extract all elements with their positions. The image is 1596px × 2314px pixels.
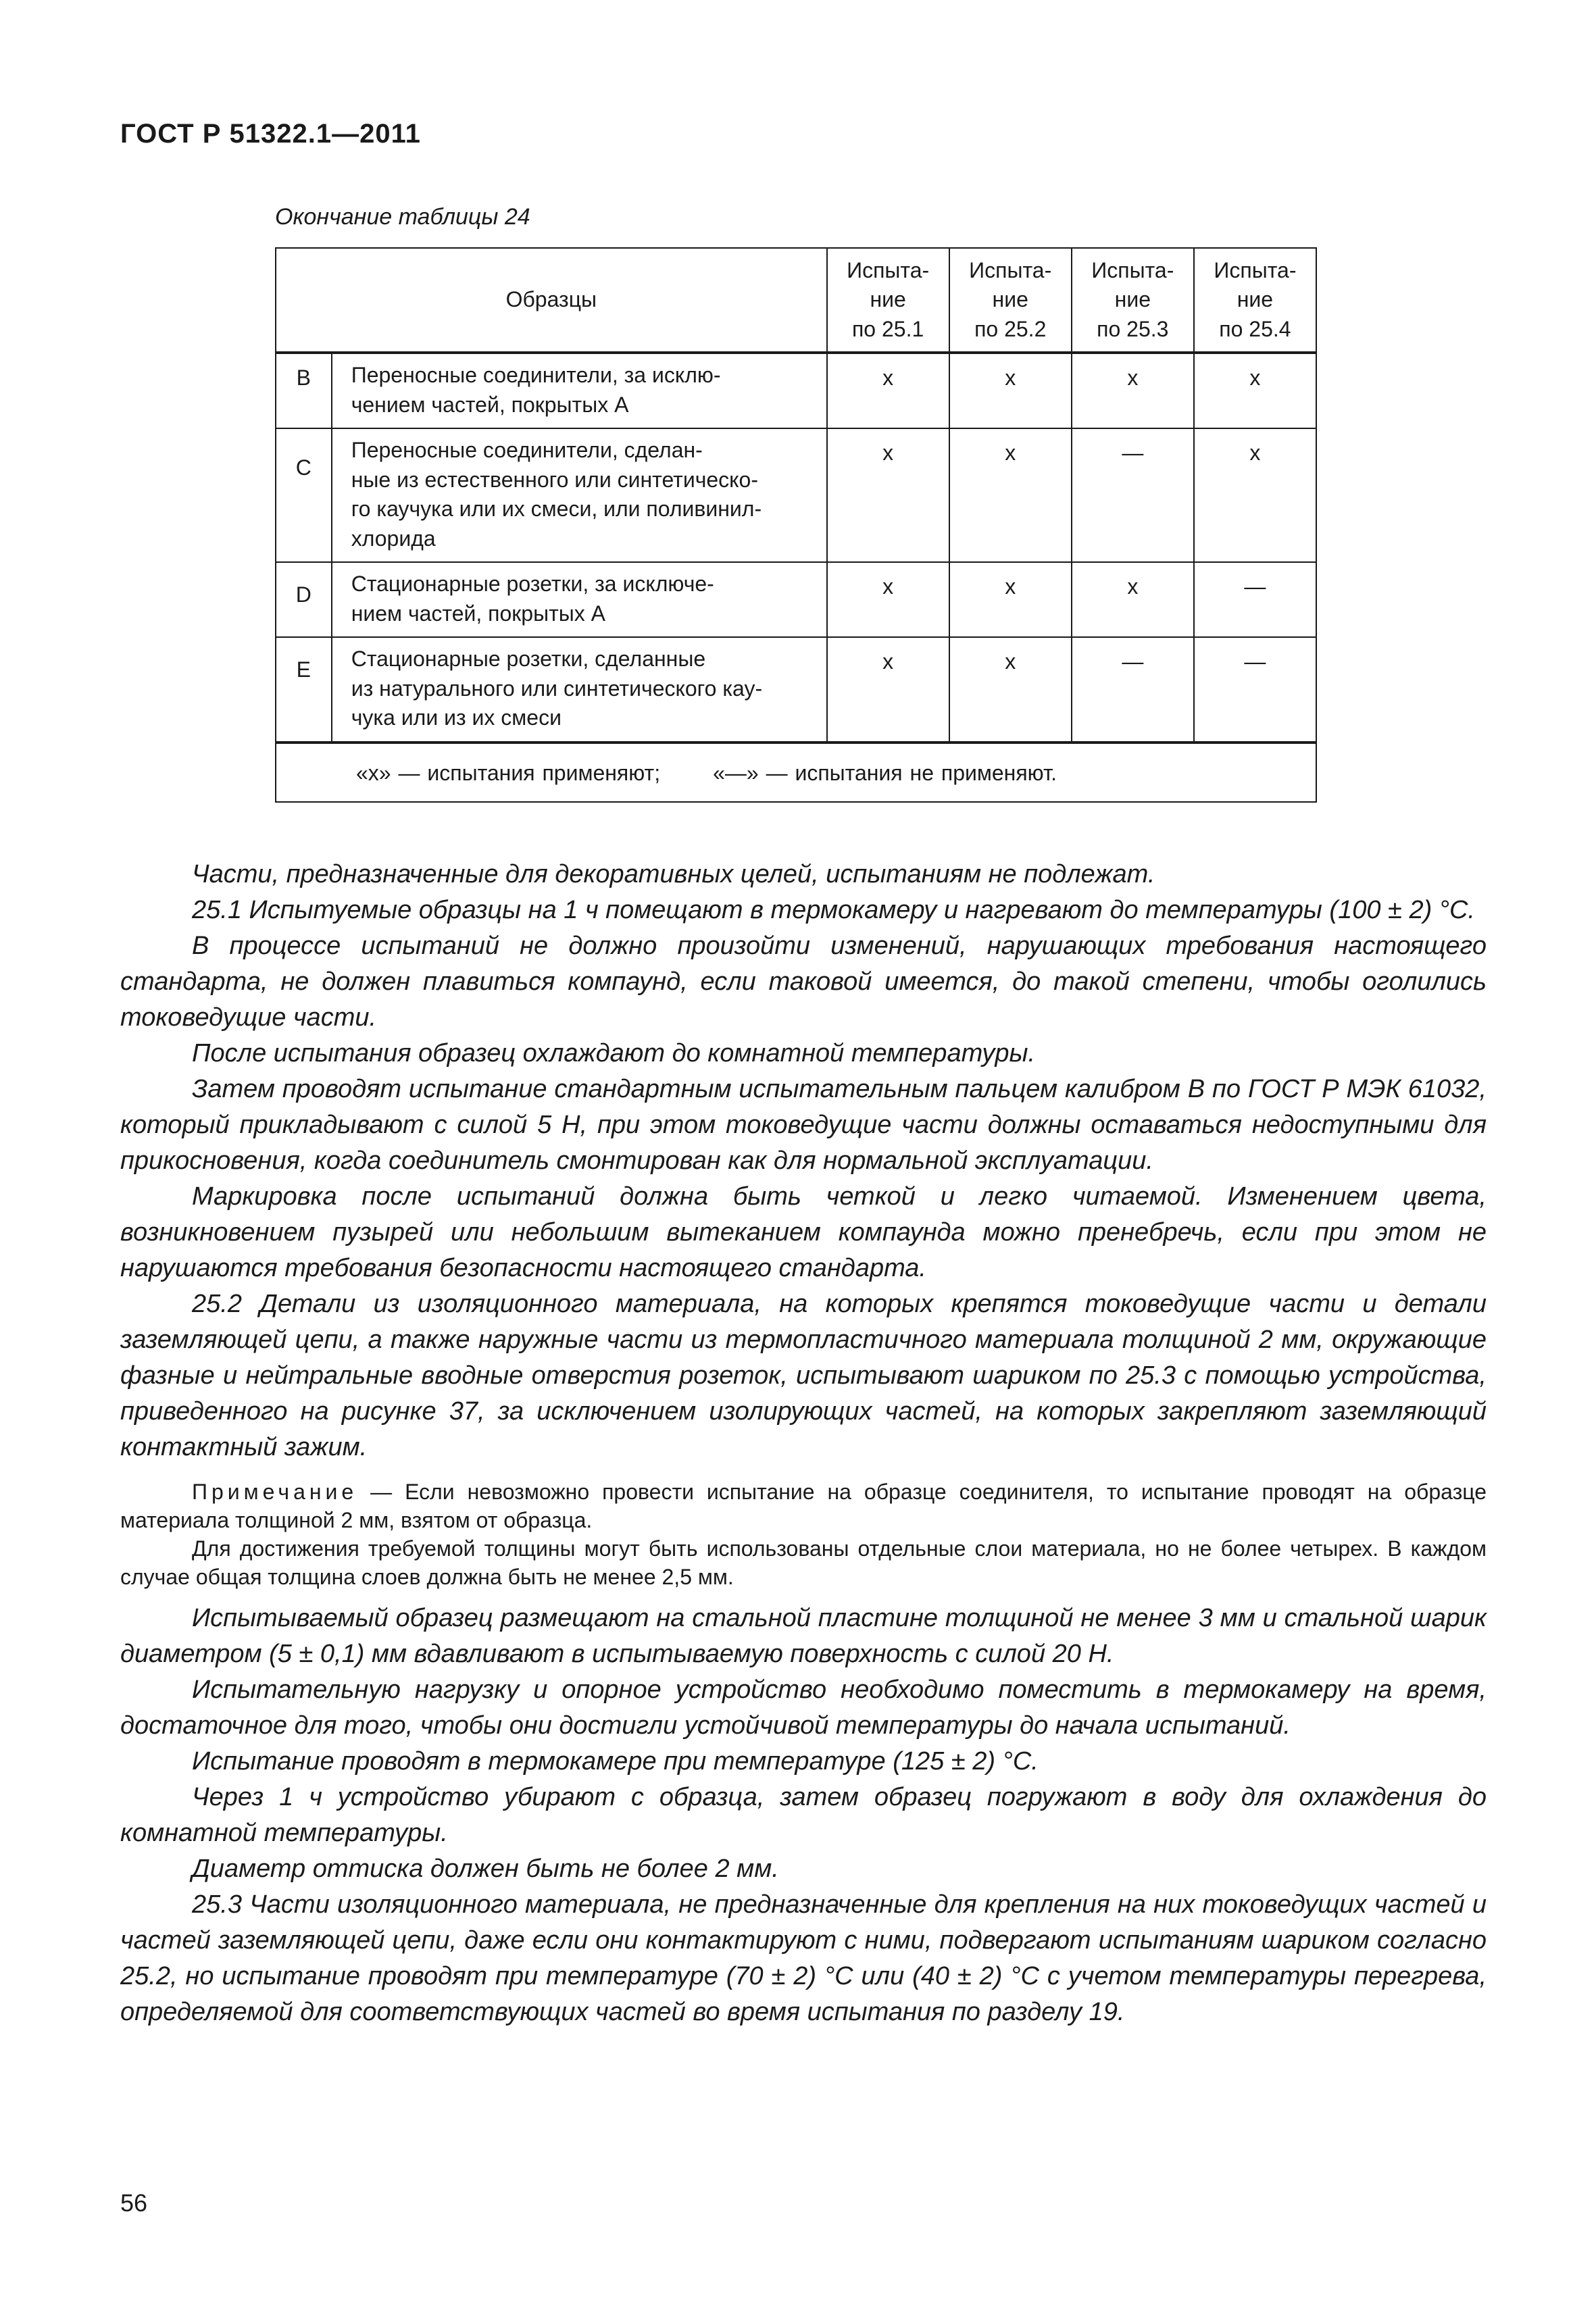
paragraph: В процессе испытаний не должно произойти изменений, нарушающих требования настоящего стандарта, не должен плавиться компаунд, если таковой имеется, до такой степени, чтобы оголились токоведущие части. — [120, 932, 1487, 1032]
row-description: Переносные соединители, за исклю- чением частей, покрытых А — [332, 353, 827, 428]
paragraph: Испытываемый образец размещают на стальной пластине толщиной не менее 3 мм и стальной шарик диаметром (5 ± 0,1) мм вдавливают в испытываемую поверхность с силой 20 Н. — [120, 1604, 1487, 1668]
paragraph: 25.1 Испытуемые образцы на 1 ч помещают в термокамеру и нагревают до температуры (100 ± 2) °С. — [192, 896, 1475, 924]
header-samples: Образцы — [276, 248, 827, 353]
row-letter: C — [276, 428, 332, 562]
table-row — [276, 562, 1316, 637]
paragraph: Затем проводят испытание стандартным испытательным пальцем калибром В по ГОСТ Р МЭК 61032, который прикладывают с силой 5 Н, при этом токоведущие части должны оставаться недоступными для прикосновения, когда соединитель смонтирован как для нормальной эксплуатации. — [120, 1075, 1487, 1175]
row-mark: x — [827, 353, 949, 428]
row-description: Стационарные розетки, за исключе- нием частей, покрытых А — [332, 562, 827, 637]
table-caption: Окончание таблицы 24 — [275, 204, 530, 230]
paragraph: Диаметр оттиска должен быть не более 2 мм. — [192, 1855, 779, 1883]
legend-not-applied: «—» — испытания не применяют. — [713, 760, 1057, 785]
row-mark: x — [827, 637, 949, 743]
row-mark: x — [949, 428, 1072, 562]
row-mark: x — [1072, 562, 1194, 637]
row-description: Стационарные розетки, сделанные из натурального или синтетического кау- чука или из их смеси — [332, 637, 827, 743]
row-description: Переносные соединители, сделан- ные из естественного или синтетическо- го каучука или их смеси, или поливинил- хлорида — [332, 428, 827, 562]
body-text — [120, 857, 1487, 2030]
table-row — [276, 637, 1316, 743]
note-text: — Если невозможно провести испытание на образце соединителя, то испытание проводят на образце материала толщиной 2 мм, взятом от образца. — [120, 1480, 1487, 1532]
row-mark: — — [1072, 428, 1194, 562]
row-mark: x — [1194, 428, 1316, 562]
note-continuation: Для достижения требуемой толщины могут быть использованы отдельные слои материала, но не более четырех. В каждом случае общая толщина слоев должна быть не менее 2,5 мм. — [120, 1536, 1487, 1589]
table-legend-row — [276, 743, 1316, 803]
note-label: Примечание — [192, 1480, 358, 1504]
table-24-end — [275, 247, 1317, 803]
paragraph: После испытания образец охлаждают до комнатной температуры. — [192, 1039, 1036, 1067]
paragraph: Испытательную нагрузку и опорное устройство необходимо поместить в термокамеру на время, достаточное для того, чтобы они достигли устойчивой температуры до начала испытаний. — [120, 1676, 1487, 1740]
row-mark: x — [949, 353, 1072, 428]
header-test-25-3: Испыта- ние по 25.3 — [1072, 248, 1194, 353]
table-header-row — [276, 248, 1316, 353]
header-test-25-1: Испыта- ние по 25.1 — [827, 248, 949, 353]
paragraph: Маркировка после испытаний должна быть четкой и легко читаемой. Изменением цвета, возникновением пузырей или небольшим вытеканием компаунда можно пренебречь, если при этом не нарушаются требования безопасности настоящего стандарта. — [120, 1182, 1487, 1282]
header-test-25-4: Испыта- ние по 25.4 — [1194, 248, 1316, 353]
paragraph: Испытание проводят в термокамере при температуре (125 ± 2) °С. — [192, 1747, 1039, 1776]
paragraph: Части, предназначенные для декоративных целей, испытаниям не подлежат. — [192, 860, 1155, 888]
paragraph: 25.2 Детали из изоляционного материала, на которых крепятся токоведущие части и детали заземляющей цепи, а также наружные части из термопластичного материала толщиной 2 мм, окружающие фазные и нейтральные вводные отверстия розеток, испытывают шариком по 25.3 с помощью устройства, приведенного на рисунке 37, за исключением изолирующих частей, на которых закрепляют заземляющий контактный зажим. — [120, 1290, 1487, 1461]
row-mark: x — [827, 562, 949, 637]
row-letter: E — [276, 637, 332, 743]
note — [120, 1478, 1487, 1534]
row-mark: — — [1194, 562, 1316, 637]
paragraph: Через 1 ч устройство убирают с образца, затем образец погружают в воду для охлаждения до комнатной температуры. — [120, 1783, 1487, 1847]
row-mark: x — [949, 562, 1072, 637]
table-legend — [276, 743, 1316, 803]
paragraph: 25.3 Части изоляционного материала, не предназначенные для крепления на них токоведущих частей и частей заземляющей цепи, даже если они контактируют с ними, подвергают испытаниям шариком согласно 25.2, но испытание проводят при температуре (70 ± 2) °С или (40 ± 2) °С с учетом температуры перегрева, определяемой для соответствующих частей во время испытания по разделу 19. — [120, 1890, 1487, 2026]
row-mark: — — [1194, 637, 1316, 743]
standard-code-header: ГОСТ Р 51322.1—2011 — [120, 119, 421, 149]
row-mark: x — [949, 637, 1072, 743]
row-letter: D — [276, 562, 332, 637]
row-mark: — — [1072, 637, 1194, 743]
table-row — [276, 353, 1316, 428]
table-row — [276, 428, 1316, 562]
row-mark: x — [1072, 353, 1194, 428]
legend-applied: «х» — испытания применяют; — [356, 760, 661, 785]
header-test-25-2: Испыта- ние по 25.2 — [949, 248, 1072, 353]
row-mark: x — [1194, 353, 1316, 428]
row-letter: B — [276, 353, 332, 428]
page-number: 56 — [120, 2189, 148, 2217]
row-mark: x — [827, 428, 949, 562]
